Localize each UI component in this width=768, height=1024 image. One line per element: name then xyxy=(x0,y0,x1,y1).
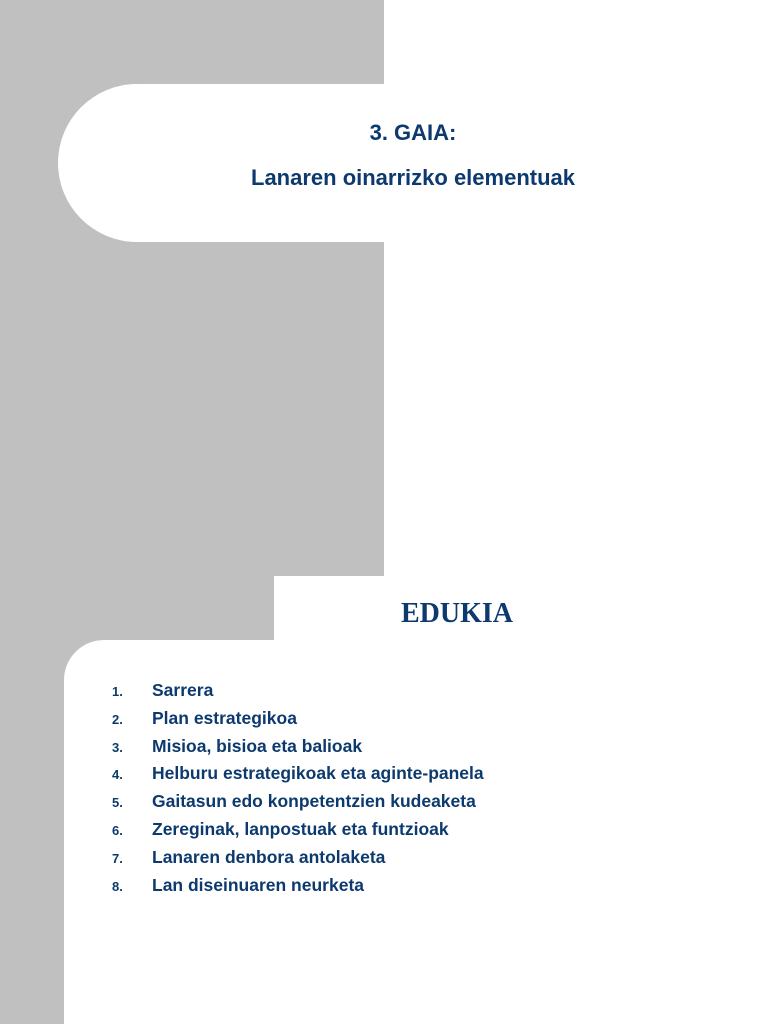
chapter-number: 3. GAIA: xyxy=(369,120,457,145)
list-item xyxy=(112,680,484,708)
item-number: 7. xyxy=(112,850,123,866)
item-label: Misioa, bisioa eta balioak xyxy=(152,735,363,756)
contents-slide xyxy=(0,576,768,1024)
list-item xyxy=(112,819,484,847)
title-panel xyxy=(58,84,768,242)
list-item xyxy=(112,847,484,875)
item-number: 8. xyxy=(112,878,123,894)
item-number: 1. xyxy=(112,684,123,699)
item-number: 3. xyxy=(112,739,123,755)
item-label: Gaitasun edo konpetentzien kudeaketa xyxy=(152,791,476,812)
list-item xyxy=(112,763,484,791)
item-label: Lanaren denbora antolaketa xyxy=(152,846,386,867)
list-item xyxy=(112,875,484,903)
list-item xyxy=(112,736,484,764)
list-item xyxy=(112,708,484,736)
contents-heading: EDUKIA xyxy=(400,598,513,629)
item-label: Lan diseinuaren neurketa xyxy=(152,874,365,895)
item-label: Helburu estrategikoak eta aginte-panela xyxy=(152,763,484,784)
item-label: Zereginak, lanpostuak eta funtzioak xyxy=(152,818,449,839)
item-number: 5. xyxy=(112,795,123,811)
item-label: Plan estrategikoa xyxy=(152,707,297,728)
list-item xyxy=(112,791,484,819)
item-number: 4. xyxy=(112,767,123,783)
item-number: 2. xyxy=(112,711,123,727)
item-label: Sarrera xyxy=(152,680,214,700)
contents-list xyxy=(112,680,484,902)
chapter-title: Lanaren oinarrizko elementuak xyxy=(251,165,575,190)
item-number: 6. xyxy=(112,822,123,838)
